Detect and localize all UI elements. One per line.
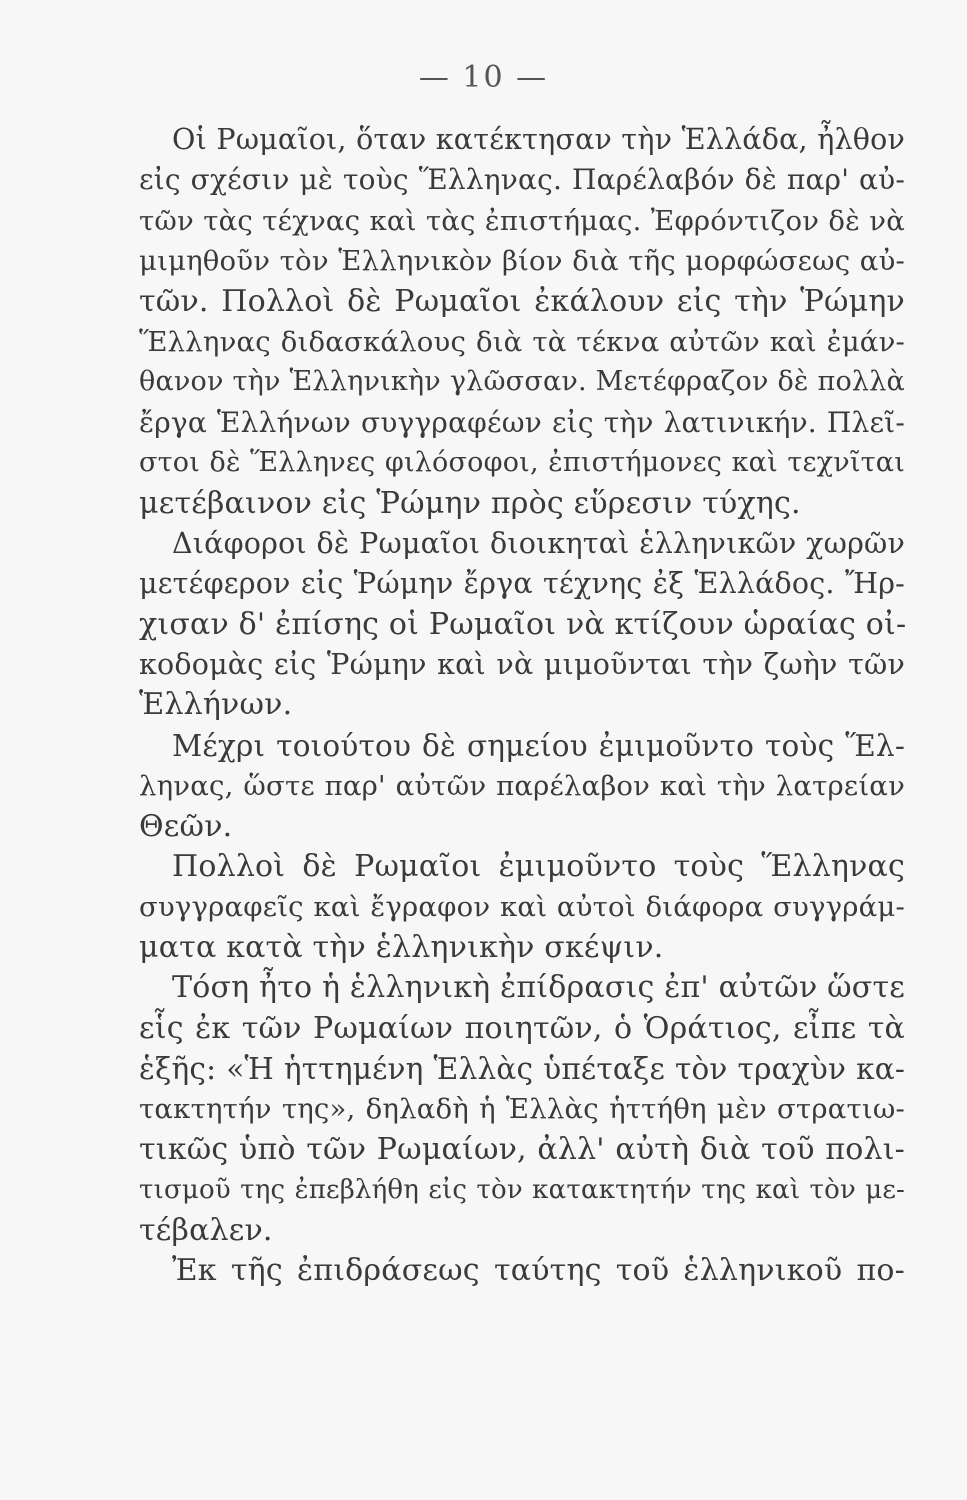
text-line: Ἐκ τῆς ἐπιδράσεως ταύτης τοῦ ἑλληνικοῦ πο-: [172, 1252, 905, 1288]
text-line: Ἑλλήνων.: [139, 687, 293, 723]
text-line: Τόση ἦτο ἡ ἑλληνικὴ ἐπίδρασις ἐπ' αὐτῶν ὥστε: [172, 970, 906, 1006]
text-line: ληνας, ὥστε παρ' αὐτῶν παρέλαβον καὶ τὴν λατρείαν: [139, 770, 905, 803]
text-line: τέβαλεν.: [139, 1212, 273, 1248]
text-line: χισαν δ' ἐπίσης οἱ Ρωμαῖοι νὰ κτίζουν ὡραίας οἰ-: [139, 606, 907, 642]
text-line: ματα κατὰ τὴν ἑλληνικὴν σκέψιν.: [139, 929, 664, 965]
text-line: στοι δὲ Ἕλληνες φιλόσοφοι, ἐπιστήμονες καὶ τεχνῖται: [139, 447, 905, 479]
text-line: τῶν. Πολλοὶ δὲ Ρωμαῖοι ἐκάλουν εἰς τὴν Ῥώμην: [139, 283, 905, 319]
text-line: εἷς ἐκ τῶν Ρωμαίων ποιητῶν, ὁ Ὁράτιος, εἶπε τὰ: [139, 1010, 905, 1046]
text-line: τικῶς ὑπὸ τῶν Ρωμαίων, ἀλλ' αὐτὴ διὰ τοῦ πολι-: [139, 1131, 905, 1167]
text-line: ἑξῆς: «Ἡ ἡττημένη Ἑλλὰς ὑπέταξε τὸν τραχὺν κα-: [139, 1051, 905, 1086]
text-line: Πολλοὶ δὲ Ρωμαῖοι ἐμιμοῦντο τοὺς Ἕλληνας: [172, 849, 905, 885]
text-line: κοδομὰς εἰς Ῥώμην καὶ νὰ μιμοῦνται τὴν ζωὴν τῶν: [139, 648, 905, 682]
text-line: συγγραφεῖς καὶ ἔγραφον καὶ αὐτοὶ διάφορα συγγράμ-: [139, 891, 905, 924]
text-line: Μέχρι τοιούτου δὲ σημείου ἐμιμοῦντο τοὺς Ἕλ-: [172, 728, 905, 763]
text-line: θανον τὴν Ἑλληνικὴν γλῶσσαν. Μετέφραζον δὲ πολλὰ: [139, 366, 905, 398]
page-number: — 10 —: [418, 60, 549, 95]
body-text: [139, 120, 905, 1291]
text-line: τακτητήν της», δηλαδὴ ἡ Ἑλλὰς ἡττήθη μὲν στρατιω-: [139, 1093, 905, 1126]
text-line: μετέβαινον εἰς Ῥώμην πρὸς εὕρεσιν τύχης.: [139, 485, 801, 521]
text-line: τῶν τὰς τέχνας καὶ τὰς ἐπιστήμας. Ἐφρόντιζον δὲ νὰ: [139, 204, 905, 237]
text-line: μιμηθοῦν τὸν Ἑλληνικὸν βίον διὰ τῆς μορφώσεως αὐ-: [139, 245, 905, 278]
text-line: Ἕλληνας διδασκάλους διὰ τὰ τέκνα αὐτῶν καὶ ἐμάν-: [139, 325, 905, 358]
text-line: ἔργα Ἑλλήνων συγγραφέων εἰς τὴν λατινικήν. Πλεῖ-: [139, 405, 905, 439]
text-line: Οἱ Ρωμαῖοι, ὅταν κατέκτησαν τὴν Ἑλλάδα, ἦλθον: [172, 123, 905, 156]
text-line: Θεῶν.: [139, 808, 233, 844]
text-line: Διάφοροι δὲ Ρωμαῖοι διοικηταὶ ἑλληνικῶν χωρῶν: [172, 526, 905, 560]
text-line: εἰς σχέσιν μὲ τοὺς Ἕλληνας. Παρέλαβόν δὲ παρ' αὐ-: [139, 163, 905, 197]
text-line: μετέφερον εἰς Ῥώμην ἔργα τέχνης ἐξ Ἑλλάδος. Ἤρ-: [139, 567, 905, 601]
text-line: τισμοῦ της ἐπεβλήθη εἰς τὸν κατακτητήν της καὶ τὸν με-: [139, 1175, 905, 1206]
